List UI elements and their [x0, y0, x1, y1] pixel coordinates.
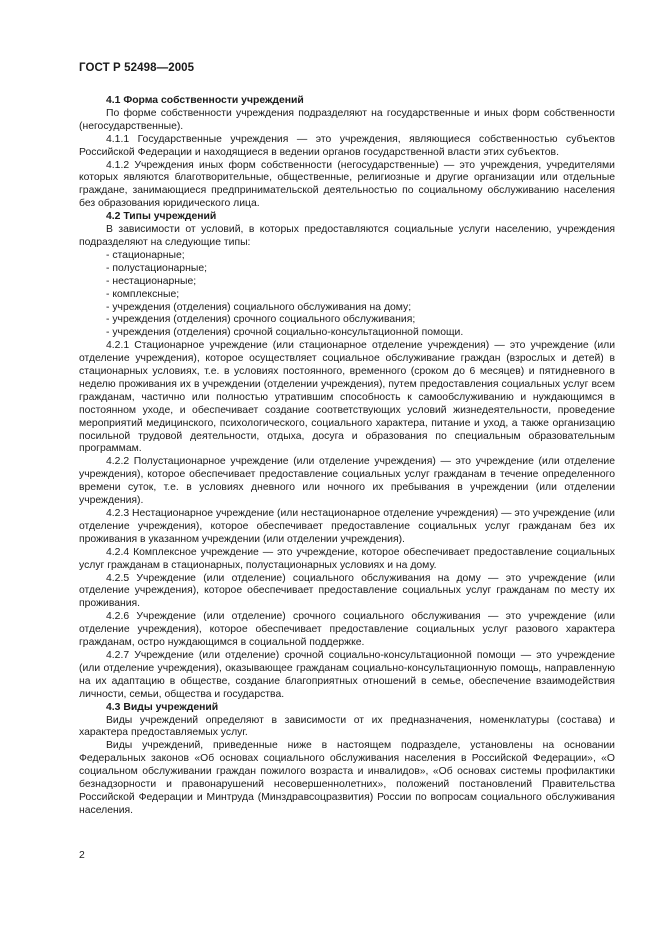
section-heading-4-2: 4.2 Типы учреждений — [106, 211, 217, 223]
paragraph-4-2-5: 4.2.5 Учреждение (или отделение) социального обслуживания на дому — это учреждение (или отделение учреждения), которое обеспечивает предоставление социальных услуг гражданам по месту их проживания. — [79, 572, 615, 610]
page-number: 2 — [79, 850, 85, 861]
paragraph: Виды учреждений определяют в зависимости от их предназначения, номенклатуры (состава) и характера предоставляемых услуг. — [79, 714, 615, 739]
section-heading-4-3: 4.3 Виды учреждений — [106, 701, 219, 713]
paragraph-4-2-6: 4.2.6 Учреждение (или отделение) срочного социального обслуживания — это учреждение (или отделение учреждения), которое обеспечивает предоставление социальных услуг разового характера гражданам, остро нуждающимся в социальной поддержке. — [79, 611, 615, 649]
list-item: - учреждения (отделения) срочной социально-консультационной помощи. — [106, 327, 464, 339]
paragraph-4-1-1: 4.1.1 Государственные учреждения — это учреждения, являющиеся собственностью субъектов Российской Федерации и находящиеся в ведении органов государственной власти этих субъектов. — [79, 133, 615, 158]
list-item: - стационарные; — [106, 249, 185, 261]
paragraph-4-2-1: 4.2.1 Стационарное учреждение (или стационарное отделение учреждения) — это учреждение (или отделение учреждения), которое осуществляет социальное обслуживание граждан (взрослых и детей) в стационарных условиях, т.е. в условиях постоянного, временного (сроком до 6 месяцев) и пятидневного в неделю проживания их в учреждении (отделении учреждения), путем предоставления социальных услуг всем гражданам, частично или полностью утратившим способность к самообслуживанию и нуждающимся в постоянном уходе, и обеспечивает создание соответствующих условий жизнедеятельности, проведение мероприятий медицинского, психологического, социального характера, питание и уход, а также организацию посильной трудовой деятельности, отдыха, досуга и образования по специальным образовательным программам. — [79, 340, 615, 455]
paragraph: В зависимости от условий, в которых предоставляются социальные услуги населению, учреждения подразделяют на следующие типы: — [79, 224, 615, 248]
list-item: - учреждения (отделения) срочного социального обслуживания; — [106, 314, 416, 326]
document-header: ГОСТ Р 52498—2005 — [79, 62, 195, 74]
list-item: - комплексные; — [106, 288, 180, 300]
paragraph-4-2-3: 4.2.3 Нестационарное учреждение (или нестационарное отделение учреждения) — это учреждение (или отделение учреждения), которое обеспечивает предоставление социальных услуг гражданам без их проживания в указанном учреждении (или отделении учреждения). — [79, 508, 615, 545]
paragraph-4-2-7: 4.2.7 Учреждение (или отделение) срочной социально-консультационной помощи — это учреждение (или отделение учреждения), оказывающее гражданам социально-консультационную помощь, направленную на их адаптацию в обществе, создание благоприятных отношений в семье, обеспечение взаимодействия личности, семьи, общества и государства. — [79, 649, 615, 700]
paragraph-4-2-2: 4.2.2 Полустационарное учреждение (или отделение учреждения) — это учреждение (или отделение учреждения), которое обеспечивает предоставление социальных услуг гражданам в течение определенного времени суток, т.е. в условиях дневного или ночного их пребывания в учреждении (или отделении учреждения). — [79, 456, 615, 507]
list-item: - учреждения (отделения) социального обслуживания на дому; — [106, 301, 412, 313]
document-body — [79, 95, 615, 818]
list-item: - нестационарные; — [106, 275, 197, 287]
section-heading-4-1: 4.1 Форма собственности учреждений — [106, 95, 304, 106]
list-item: - полустационарные; — [106, 262, 207, 274]
types-list — [79, 250, 615, 340]
paragraph: Виды учреждений, приведенные ниже в настоящем подразделе, установлены на основании Федеральных законов «Об основах социального обслуживания населения в Российской Федерации», «О социальном обслуживании граждан пожилого возраста и инвалидов», «Об основах системы профилактики безнадзорности и правонарушений несовершеннолетних», положений постановлений Правительства Российской Федерации и Минтруда (Минздравсоцразвития) России по вопросам социального обслуживания населения. — [79, 740, 615, 816]
paragraph-4-1-2: 4.1.2 Учреждения иных форм собственности (негосударственные) — это учреждения, учредителями которых являются благотворительные, общественные, религиозные и другие организации или отдельные граждане, занимающиеся предпринимательской деятельностью по социальному обслуживанию населения без образования юридического лица. — [79, 159, 615, 210]
paragraph-4-2-4: 4.2.4 Комплексное учреждение — это учреждение, которое обеспечивает предоставление социальных услуг гражданам в стационарных, полустационарных условиях и на дому. — [79, 546, 615, 571]
paragraph: По форме собственности учреждения подразделяют на государственные и иных форм собственности (негосударственные). — [79, 107, 615, 132]
